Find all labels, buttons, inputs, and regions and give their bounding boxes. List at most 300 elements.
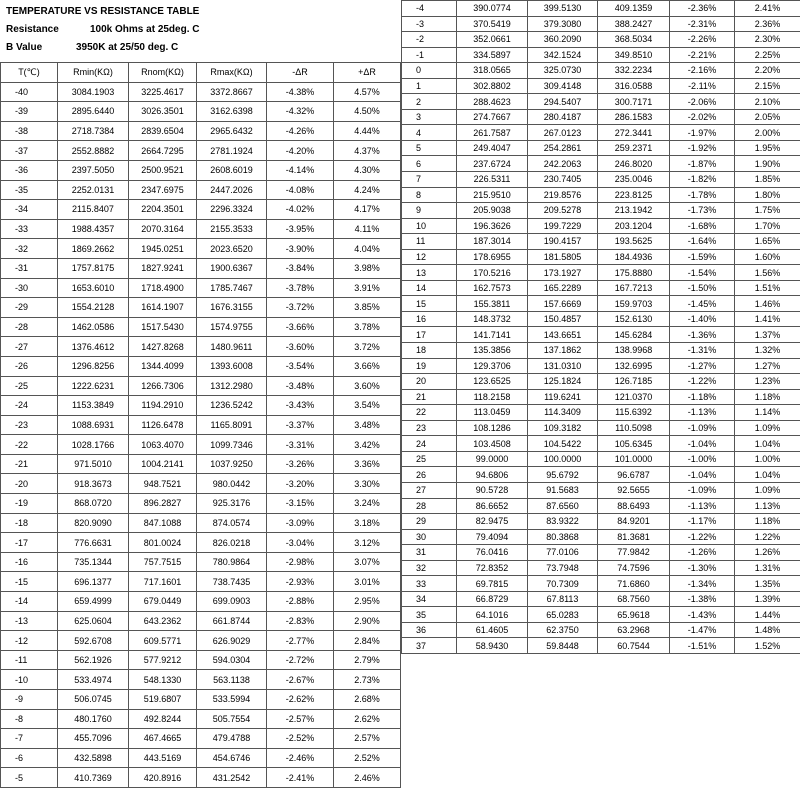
table-cell: 925.3176 bbox=[197, 494, 267, 514]
table-cell: 738.7435 bbox=[197, 572, 267, 592]
table-cell: 1517.5430 bbox=[129, 317, 197, 337]
table-row bbox=[402, 172, 800, 188]
table-row bbox=[402, 218, 800, 234]
table-cell: 254.2861 bbox=[528, 140, 598, 156]
table-cell: 2.79% bbox=[334, 650, 401, 670]
table-cell: -1.45% bbox=[670, 296, 735, 312]
table-cell: -4.14% bbox=[267, 160, 334, 180]
table-cell: -1.04% bbox=[670, 467, 735, 483]
table-row bbox=[402, 514, 800, 530]
table-row bbox=[402, 482, 800, 498]
table-cell: -1.00% bbox=[670, 451, 735, 467]
table-cell: 847.1088 bbox=[129, 513, 197, 533]
table-cell: -1.92% bbox=[670, 140, 735, 156]
table-cell: 1.52% bbox=[735, 638, 800, 654]
table-cell: 2070.3164 bbox=[129, 219, 197, 239]
table-cell: 505.7554 bbox=[197, 709, 267, 729]
table-cell: 0 bbox=[402, 63, 457, 79]
table-cell: 420.8916 bbox=[129, 768, 197, 788]
table-cell: -1.51% bbox=[670, 638, 735, 654]
table-row bbox=[402, 622, 800, 638]
table-cell: 1099.7346 bbox=[197, 435, 267, 455]
table-cell: -1.59% bbox=[670, 249, 735, 265]
table-row bbox=[402, 125, 800, 141]
table-cell: 181.5805 bbox=[528, 249, 598, 265]
right-resistance-table bbox=[401, 0, 800, 654]
table-cell: 432.5898 bbox=[58, 748, 129, 768]
table-cell: 1028.1766 bbox=[58, 435, 129, 455]
table-row bbox=[402, 203, 800, 219]
table-row bbox=[1, 454, 401, 474]
table-cell: 3.30% bbox=[334, 474, 401, 494]
table-row bbox=[402, 436, 800, 452]
table-cell: 2608.6019 bbox=[197, 160, 267, 180]
table-cell: 288.4623 bbox=[457, 94, 528, 110]
table-cell: 4.24% bbox=[334, 180, 401, 200]
table-cell: 1126.6478 bbox=[129, 415, 197, 435]
table-cell: -32 bbox=[1, 239, 58, 259]
table-cell: 230.7405 bbox=[528, 172, 598, 188]
table-cell: 104.5422 bbox=[528, 436, 598, 452]
table-cell: 108.1286 bbox=[457, 420, 528, 436]
table-cell: 65.9618 bbox=[598, 607, 670, 623]
table-cell: 16 bbox=[402, 311, 457, 327]
table-cell: 1.18% bbox=[735, 389, 800, 405]
table-cell: 1.60% bbox=[735, 249, 800, 265]
table-cell: 2296.3324 bbox=[197, 200, 267, 220]
table-cell: -4.26% bbox=[267, 121, 334, 141]
table-cell: 577.9212 bbox=[129, 650, 197, 670]
table-cell: 1785.7467 bbox=[197, 278, 267, 298]
table-cell: 1194.2910 bbox=[129, 396, 197, 416]
table-cell: 7 bbox=[402, 172, 457, 188]
table-row bbox=[1, 239, 401, 259]
table-cell: -2.52% bbox=[267, 729, 334, 749]
table-cell: 59.8448 bbox=[528, 638, 598, 654]
table-cell: 3 bbox=[402, 109, 457, 125]
table-cell: 81.3681 bbox=[598, 529, 670, 545]
table-cell: 300.7171 bbox=[598, 94, 670, 110]
table-cell: 1.65% bbox=[735, 234, 800, 250]
table-cell: -1.09% bbox=[670, 420, 735, 436]
table-cell: -23 bbox=[1, 415, 58, 435]
table-cell: 2781.1924 bbox=[197, 141, 267, 161]
table-cell: -16 bbox=[1, 552, 58, 572]
table-cell: 410.7369 bbox=[58, 768, 129, 788]
table-cell: 409.1359 bbox=[598, 1, 670, 17]
table-cell: 27 bbox=[402, 482, 457, 498]
table-cell: 28 bbox=[402, 498, 457, 514]
table-cell: -2.93% bbox=[267, 572, 334, 592]
table-cell: 8 bbox=[402, 187, 457, 203]
table-cell: 23 bbox=[402, 420, 457, 436]
table-cell: 259.2371 bbox=[598, 140, 670, 156]
table-row bbox=[1, 435, 401, 455]
table-cell: 162.7573 bbox=[457, 280, 528, 296]
table-cell: 2.62% bbox=[334, 709, 401, 729]
table-cell: 1480.9611 bbox=[197, 337, 267, 357]
table-cell: -11 bbox=[1, 650, 58, 670]
table-row bbox=[1, 121, 401, 141]
table-row bbox=[402, 109, 800, 125]
table-cell: -1.40% bbox=[670, 311, 735, 327]
table-cell: 63.2968 bbox=[598, 622, 670, 638]
table-cell: -2.77% bbox=[267, 631, 334, 651]
table-row bbox=[402, 405, 800, 421]
table-row bbox=[1, 592, 401, 612]
table-cell: 2500.9521 bbox=[129, 160, 197, 180]
table-cell: 132.6995 bbox=[598, 358, 670, 374]
table-cell: -36 bbox=[1, 160, 58, 180]
table-cell: 1.14% bbox=[735, 405, 800, 421]
table-cell: 184.4936 bbox=[598, 249, 670, 265]
table-cell: 1.35% bbox=[735, 576, 800, 592]
table-cell: 131.0310 bbox=[528, 358, 598, 374]
table-cell: 199.7229 bbox=[528, 218, 598, 234]
table-cell: 699.0903 bbox=[197, 592, 267, 612]
table-cell: 190.4157 bbox=[528, 234, 598, 250]
table-row bbox=[1, 572, 401, 592]
column-header: T(℃) bbox=[1, 63, 58, 83]
table-cell: 2.84% bbox=[334, 631, 401, 651]
table-cell: -2.98% bbox=[267, 552, 334, 572]
table-cell: -3.04% bbox=[267, 533, 334, 553]
table-cell: -19 bbox=[1, 494, 58, 514]
table-cell: 1.39% bbox=[735, 591, 800, 607]
table-cell: -1.78% bbox=[670, 187, 735, 203]
table-cell: 246.8020 bbox=[598, 156, 670, 172]
table-cell: 3.42% bbox=[334, 435, 401, 455]
table-cell: 757.7515 bbox=[129, 552, 197, 572]
table-row bbox=[402, 467, 800, 483]
table-cell: 318.0565 bbox=[457, 63, 528, 79]
table-row bbox=[402, 607, 800, 623]
table-cell: 874.0574 bbox=[197, 513, 267, 533]
table-cell: 3.72% bbox=[334, 337, 401, 357]
table-cell: 368.5034 bbox=[598, 32, 670, 48]
table-row bbox=[1, 219, 401, 239]
table-row bbox=[402, 140, 800, 156]
table-cell: 1.18% bbox=[735, 514, 800, 530]
table-cell: 2552.8882 bbox=[58, 141, 129, 161]
table-cell: 157.6669 bbox=[528, 296, 598, 312]
table-cell: 73.7948 bbox=[528, 560, 598, 576]
table-cell: 479.4788 bbox=[197, 729, 267, 749]
table-cell: 94.6806 bbox=[457, 467, 528, 483]
table-cell: 209.5278 bbox=[528, 203, 598, 219]
table-row bbox=[1, 141, 401, 161]
table-cell: 66.8729 bbox=[457, 591, 528, 607]
column-header: Rmin(KΩ) bbox=[58, 63, 129, 83]
table-cell: 3.54% bbox=[334, 396, 401, 416]
table-cell: 137.1862 bbox=[528, 343, 598, 359]
table-row bbox=[1, 415, 401, 435]
table-cell: -12 bbox=[1, 631, 58, 651]
table-cell: 87.6560 bbox=[528, 498, 598, 514]
table-cell: 1.48% bbox=[735, 622, 800, 638]
table-cell: 2115.8407 bbox=[58, 200, 129, 220]
table-cell: 113.0459 bbox=[457, 405, 528, 421]
table-cell: 1.00% bbox=[735, 451, 800, 467]
table-cell: -1.38% bbox=[670, 591, 735, 607]
table-cell: 109.3182 bbox=[528, 420, 598, 436]
table-cell: 4.11% bbox=[334, 219, 401, 239]
table-cell: 2447.2026 bbox=[197, 180, 267, 200]
table-cell: 2347.6975 bbox=[129, 180, 197, 200]
table-cell: 1988.4357 bbox=[58, 219, 129, 239]
table-cell: 86.6652 bbox=[457, 498, 528, 514]
table-cell: 119.6241 bbox=[528, 389, 598, 405]
table-cell: -3.26% bbox=[267, 454, 334, 474]
table-cell: 74.7596 bbox=[598, 560, 670, 576]
table-cell: -4.02% bbox=[267, 200, 334, 220]
table-cell: -14 bbox=[1, 592, 58, 612]
table-cell: 548.1330 bbox=[129, 670, 197, 690]
table-cell: 242.2063 bbox=[528, 156, 598, 172]
table-cell: 533.5994 bbox=[197, 690, 267, 710]
table-row bbox=[402, 327, 800, 343]
table-cell: -1.73% bbox=[670, 203, 735, 219]
table-cell: 3.07% bbox=[334, 552, 401, 572]
table-cell: -2.02% bbox=[670, 109, 735, 125]
table-cell: 643.2362 bbox=[129, 611, 197, 631]
table-cell: 455.7096 bbox=[58, 729, 129, 749]
table-cell: 34 bbox=[402, 591, 457, 607]
table-cell: -4.32% bbox=[267, 102, 334, 122]
table-cell: 1.23% bbox=[735, 374, 800, 390]
table-cell: 1004.2141 bbox=[129, 454, 197, 474]
table-cell: 342.1524 bbox=[528, 47, 598, 63]
table-row bbox=[1, 337, 401, 357]
table-cell: 1.95% bbox=[735, 140, 800, 156]
table-cell: 2397.5050 bbox=[58, 160, 129, 180]
table-cell: 138.9968 bbox=[598, 343, 670, 359]
table-cell: 1.51% bbox=[735, 280, 800, 296]
table-cell: 64.1016 bbox=[457, 607, 528, 623]
table-cell: -3.48% bbox=[267, 376, 334, 396]
table-row bbox=[402, 374, 800, 390]
table-cell: 2.20% bbox=[735, 63, 800, 79]
table-cell: 2.68% bbox=[334, 690, 401, 710]
table-cell: 178.6955 bbox=[457, 249, 528, 265]
table-cell: -2.83% bbox=[267, 611, 334, 631]
table-row bbox=[402, 545, 800, 561]
table-cell: 203.1204 bbox=[598, 218, 670, 234]
table-cell: 625.0604 bbox=[58, 611, 129, 631]
table-cell: -13 bbox=[1, 611, 58, 631]
table-cell: 12 bbox=[402, 249, 457, 265]
table-cell: 141.7141 bbox=[457, 327, 528, 343]
table-cell: 3.01% bbox=[334, 572, 401, 592]
table-row bbox=[1, 102, 401, 122]
table-cell: 37 bbox=[402, 638, 457, 654]
table-cell: 4.17% bbox=[334, 200, 401, 220]
table-cell: 32 bbox=[402, 560, 457, 576]
table-cell: -25 bbox=[1, 376, 58, 396]
table-cell: 31 bbox=[402, 545, 457, 561]
table-cell: 21 bbox=[402, 389, 457, 405]
table-cell: 480.1760 bbox=[58, 709, 129, 729]
table-cell: 717.1601 bbox=[129, 572, 197, 592]
table-cell: 135.3856 bbox=[457, 343, 528, 359]
table-cell: 1718.4900 bbox=[129, 278, 197, 298]
table-cell: -26 bbox=[1, 356, 58, 376]
table-cell: 1.85% bbox=[735, 172, 800, 188]
table-cell: 30 bbox=[402, 529, 457, 545]
table-cell: 3.18% bbox=[334, 513, 401, 533]
table-cell: 1827.9241 bbox=[129, 258, 197, 278]
table-cell: 2.41% bbox=[735, 1, 800, 17]
table-cell: -34 bbox=[1, 200, 58, 220]
table-cell: 91.5683 bbox=[528, 482, 598, 498]
column-header: Rmax(KΩ) bbox=[197, 63, 267, 83]
table-cell: 1945.0251 bbox=[129, 239, 197, 259]
table-cell: 223.8125 bbox=[598, 187, 670, 203]
table-cell: 2023.6520 bbox=[197, 239, 267, 259]
table-cell: -2.67% bbox=[267, 670, 334, 690]
table-cell: 3.66% bbox=[334, 356, 401, 376]
table-cell: 219.8576 bbox=[528, 187, 598, 203]
table-cell: -4.20% bbox=[267, 141, 334, 161]
table-row bbox=[402, 498, 800, 514]
table-cell: 167.7213 bbox=[598, 280, 670, 296]
table-cell: 1153.3849 bbox=[58, 396, 129, 416]
table-row bbox=[402, 94, 800, 110]
table-cell: -9 bbox=[1, 690, 58, 710]
table-cell: 592.6708 bbox=[58, 631, 129, 651]
table-cell: 294.5407 bbox=[528, 94, 598, 110]
table-cell: 71.6860 bbox=[598, 576, 670, 592]
table-cell: 2.46% bbox=[334, 768, 401, 788]
table-row bbox=[402, 389, 800, 405]
table-row bbox=[402, 451, 800, 467]
table-cell: 1.13% bbox=[735, 498, 800, 514]
table-row bbox=[402, 638, 800, 654]
table-cell: 79.4094 bbox=[457, 529, 528, 545]
table-cell: 82.9475 bbox=[457, 514, 528, 530]
table-cell: 1.31% bbox=[735, 560, 800, 576]
table-cell: 14 bbox=[402, 280, 457, 296]
table-cell: 101.0000 bbox=[598, 451, 670, 467]
column-header: -ΔR bbox=[267, 63, 334, 83]
table-cell: 143.6651 bbox=[528, 327, 598, 343]
table-row bbox=[1, 474, 401, 494]
table-cell: -1.64% bbox=[670, 234, 735, 250]
table-cell: -2.88% bbox=[267, 592, 334, 612]
table-cell: 1376.4612 bbox=[58, 337, 129, 357]
table-cell: 3.24% bbox=[334, 494, 401, 514]
table-cell: 88.6493 bbox=[598, 498, 670, 514]
table-cell: 261.7587 bbox=[457, 125, 528, 141]
table-cell: 61.4605 bbox=[457, 622, 528, 638]
table-cell: -2.06% bbox=[670, 94, 735, 110]
table-cell: 3.98% bbox=[334, 258, 401, 278]
table-cell: 90.5728 bbox=[457, 482, 528, 498]
table-cell: 129.3706 bbox=[457, 358, 528, 374]
page-title: TEMPERATURE VS RESISTANCE TABLE bbox=[6, 6, 199, 17]
table-cell: 971.5010 bbox=[58, 454, 129, 474]
table-row bbox=[402, 343, 800, 359]
table-cell: 65.0283 bbox=[528, 607, 598, 623]
table-cell: 3.36% bbox=[334, 454, 401, 474]
table-cell: 2.36% bbox=[735, 16, 800, 32]
table-cell: -15 bbox=[1, 572, 58, 592]
table-cell: 506.0745 bbox=[58, 690, 129, 710]
table-cell: 126.7185 bbox=[598, 374, 670, 390]
table-row bbox=[1, 298, 401, 318]
table-cell: -3.37% bbox=[267, 415, 334, 435]
table-cell: 1900.6367 bbox=[197, 258, 267, 278]
table-cell: 679.0449 bbox=[129, 592, 197, 612]
table-row bbox=[1, 278, 401, 298]
table-cell: 187.3014 bbox=[457, 234, 528, 250]
table-cell: 431.2542 bbox=[197, 768, 267, 788]
table-cell: 980.0442 bbox=[197, 474, 267, 494]
table-cell: -31 bbox=[1, 258, 58, 278]
table-cell: 76.0416 bbox=[457, 545, 528, 561]
table-cell: 35 bbox=[402, 607, 457, 623]
table-cell: -1.43% bbox=[670, 607, 735, 623]
table-row bbox=[1, 376, 401, 396]
table-cell: 68.7560 bbox=[598, 591, 670, 607]
table-cell: 626.9029 bbox=[197, 631, 267, 651]
table-cell: -1.30% bbox=[670, 560, 735, 576]
table-cell: 562.1926 bbox=[58, 650, 129, 670]
table-cell: 594.0304 bbox=[197, 650, 267, 670]
table-cell: -1.68% bbox=[670, 218, 735, 234]
table-row bbox=[1, 533, 401, 553]
table-cell: 1757.8175 bbox=[58, 258, 129, 278]
table-cell: 17 bbox=[402, 327, 457, 343]
table-cell: 1344.4099 bbox=[129, 356, 197, 376]
table-cell: -3.31% bbox=[267, 435, 334, 455]
table-cell: -1.13% bbox=[670, 498, 735, 514]
table-cell: 948.7521 bbox=[129, 474, 197, 494]
table-cell: 1.09% bbox=[735, 420, 800, 436]
table-cell: -29 bbox=[1, 298, 58, 318]
table-cell: 1653.6010 bbox=[58, 278, 129, 298]
table-row bbox=[1, 258, 401, 278]
table-row bbox=[1, 552, 401, 572]
table-cell: 24 bbox=[402, 436, 457, 452]
table-cell: 235.0046 bbox=[598, 172, 670, 188]
table-cell: 2.90% bbox=[334, 611, 401, 631]
table-cell: 15 bbox=[402, 296, 457, 312]
table-cell: -27 bbox=[1, 337, 58, 357]
table-cell: 159.9703 bbox=[598, 296, 670, 312]
table-cell: -5 bbox=[1, 768, 58, 788]
table-cell: 492.8244 bbox=[129, 709, 197, 729]
table-cell: -1.87% bbox=[670, 156, 735, 172]
table-cell: 302.8802 bbox=[457, 78, 528, 94]
table-cell: 1.41% bbox=[735, 311, 800, 327]
table-cell: -4.38% bbox=[267, 82, 334, 102]
table-cell: 77.0106 bbox=[528, 545, 598, 561]
table-cell: 3.48% bbox=[334, 415, 401, 435]
table-cell: 370.5419 bbox=[457, 16, 528, 32]
resistance-value: 100k Ohms at 25deg. C bbox=[90, 24, 200, 35]
table-row bbox=[402, 32, 800, 48]
table-row bbox=[402, 16, 800, 32]
table-cell: 1266.7306 bbox=[129, 376, 197, 396]
table-cell: -28 bbox=[1, 317, 58, 337]
table-cell: 4.30% bbox=[334, 160, 401, 180]
table-row bbox=[1, 650, 401, 670]
table-cell: 4.50% bbox=[334, 102, 401, 122]
table-cell: 309.4148 bbox=[528, 78, 598, 94]
table-row bbox=[402, 311, 800, 327]
table-cell: -1.22% bbox=[670, 374, 735, 390]
